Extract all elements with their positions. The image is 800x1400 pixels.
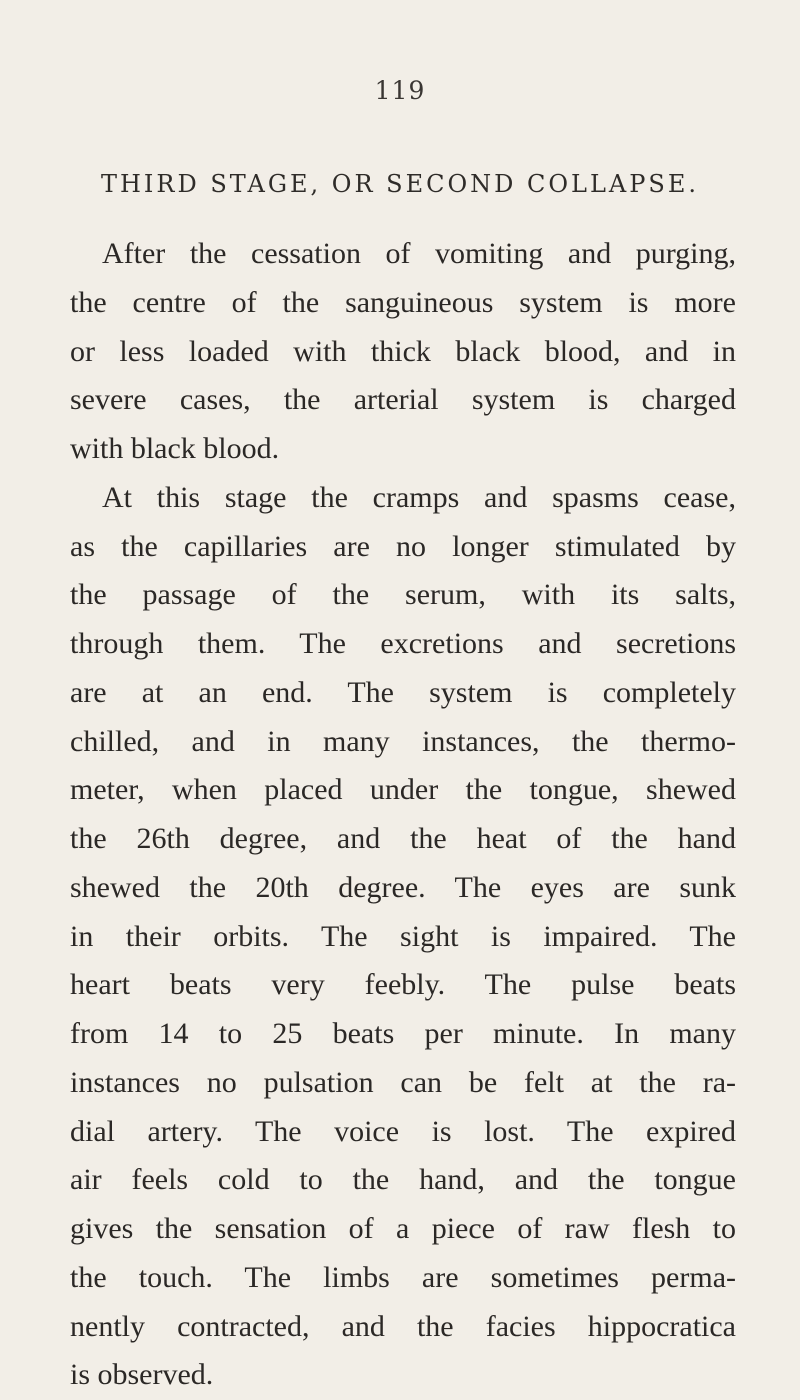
text-line: nently contracted, and the facies hippocratica bbox=[70, 1309, 736, 1343]
text-line: in their orbits. The sight is impaired. The bbox=[70, 919, 736, 953]
text-line: heart beats very feebly. The pulse beats bbox=[70, 968, 736, 1002]
text-line: are at an end. The system is completely bbox=[70, 675, 736, 709]
body-text bbox=[70, 230, 736, 1400]
text-line: instances no pulsation can be felt at the ra- bbox=[70, 1065, 736, 1099]
text-line: gives the sensation of a piece of raw flesh to bbox=[70, 1212, 736, 1245]
text-line: dial artery. The voice is lost. The expired bbox=[70, 1114, 736, 1148]
text-line: the 26th degree, and the heat of the hand bbox=[70, 822, 736, 855]
text-line: After the cessation of vomiting and purging, bbox=[102, 237, 736, 270]
text-line: with black blood. bbox=[70, 432, 280, 465]
page-number: 119 bbox=[374, 76, 426, 105]
text-line: as the capillaries are no longer stimulated by bbox=[70, 529, 736, 563]
text-line: is observed. bbox=[70, 1358, 214, 1392]
text-line: air feels cold to the hand, and the tongue bbox=[70, 1163, 736, 1197]
text-line: meter, when placed under the tongue, shewed bbox=[70, 773, 736, 807]
text-line: the touch. The limbs are sometimes perma- bbox=[70, 1260, 736, 1294]
text-line: shewed the 20th degree. The eyes are sunk bbox=[70, 870, 736, 904]
section-heading: THIRD STAGE, OR SECOND COLLAPSE. bbox=[100, 170, 699, 198]
text-line: chilled, and in many instances, the thermo- bbox=[70, 724, 736, 758]
text-line: At this stage the cramps and spasms cease, bbox=[102, 480, 736, 514]
text-line: the centre of the sanguineous system is more bbox=[70, 285, 736, 319]
text-line: or less loaded with thick black blood, and in bbox=[70, 334, 736, 368]
text-line: severe cases, the arterial system is charged bbox=[70, 383, 736, 417]
text-line: the passage of the serum, with its salts, bbox=[70, 578, 736, 612]
text-line: through them. The excretions and secretions bbox=[70, 627, 736, 660]
text-line: from 14 to 25 beats per minute. In many bbox=[70, 1017, 736, 1050]
